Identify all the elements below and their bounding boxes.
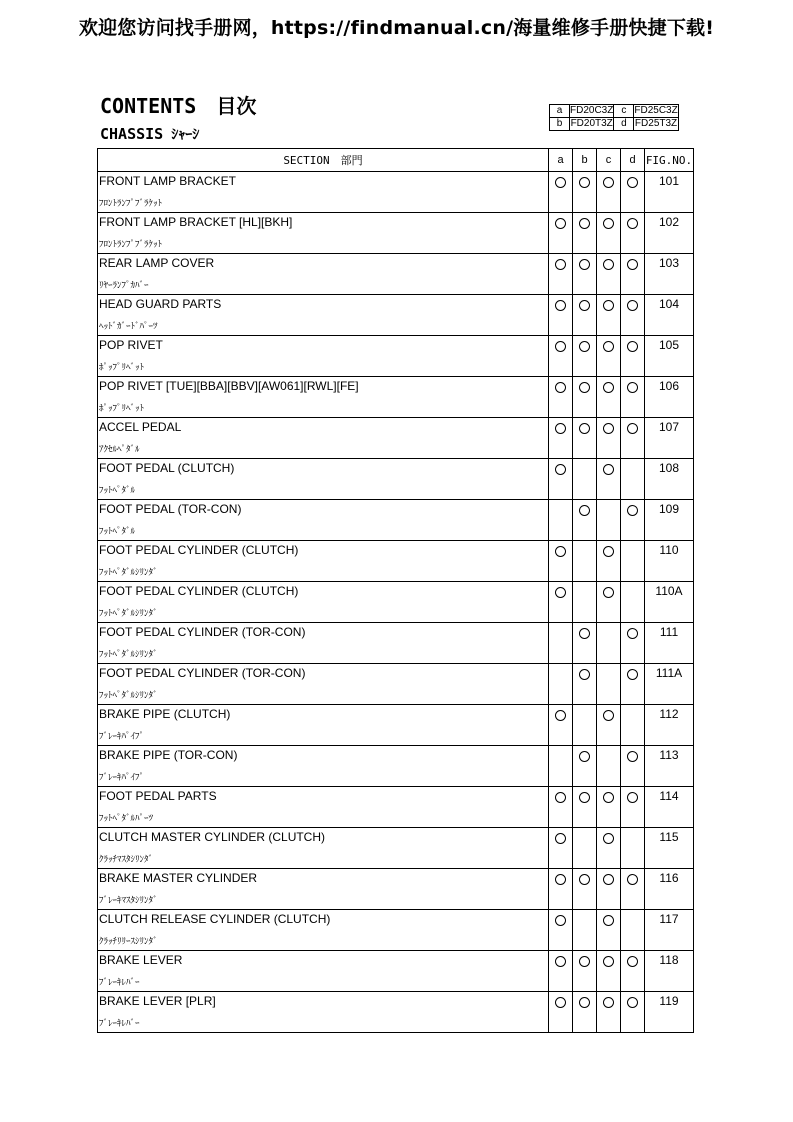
fig-no-link[interactable]: 110A: [655, 584, 683, 598]
applicability-cell-c: [597, 213, 621, 254]
legend-key: d: [614, 118, 634, 131]
applicability-cell-b: [573, 459, 597, 500]
table-row[interactable]: [98, 746, 694, 787]
applicable-circle-icon: [603, 997, 614, 1008]
section-name-jp: ｱｸｾﾙﾍﾟﾀﾞﾙ: [99, 444, 140, 454]
section-name-jp: ﾌﾞﾚｰｷﾚﾊﾞｰ: [99, 1018, 140, 1028]
section-name-en: FOOT PEDAL CYLINDER (TOR-CON): [99, 625, 306, 639]
section-name-en: FOOT PEDAL PARTS: [99, 789, 217, 803]
applicability-cell-d: [621, 992, 645, 1033]
section-name-jp: ﾌｯﾄﾍﾟﾀﾞﾙｼﾘﾝﾀﾞ: [99, 649, 158, 659]
applicable-circle-icon: [603, 833, 614, 844]
fig-no-link[interactable]: 115: [659, 830, 679, 844]
legend-key: c: [614, 105, 634, 118]
applicability-cell-a: [549, 705, 573, 746]
fig-no-cell[interactable]: [645, 254, 694, 295]
fig-no-link[interactable]: 102: [658, 215, 680, 229]
fig-no-link[interactable]: 109: [658, 502, 680, 516]
applicability-cell-d: [621, 500, 645, 541]
applicable-circle-icon: [603, 464, 614, 475]
legend-key: b: [550, 118, 570, 131]
table-row[interactable]: [98, 418, 694, 459]
applicability-cell-c: [597, 172, 621, 213]
table-row[interactable]: [98, 541, 694, 582]
section-name-en: HEAD GUARD PARTS: [99, 297, 222, 311]
applicability-cell-c: [597, 623, 621, 664]
fig-no-cell[interactable]: [645, 828, 694, 869]
applicability-cell-a: [549, 172, 573, 213]
applicable-circle-icon: [579, 423, 590, 434]
applicability-cell-c: [597, 459, 621, 500]
applicable-circle-icon: [627, 669, 638, 680]
fig-no-cell[interactable]: [645, 213, 694, 254]
section-name-cell: [98, 582, 549, 623]
fig-no-cell[interactable]: [645, 336, 694, 377]
section-name-jp: ﾌﾞﾚｰｷﾏｽﾀｼﾘﾝﾀﾞ: [99, 895, 158, 905]
chassis-title-jp: ｼｬｰｼ: [171, 127, 200, 143]
applicable-circle-icon: [627, 382, 638, 393]
applicability-cell-b: [573, 992, 597, 1033]
table-row[interactable]: [98, 295, 694, 336]
applicable-circle-icon: [579, 956, 590, 967]
applicability-cell-c: [597, 992, 621, 1033]
section-name-cell: [98, 213, 549, 254]
applicability-cell-d: [621, 295, 645, 336]
fig-no-link[interactable]: 116: [659, 871, 679, 885]
contents-table: [97, 148, 694, 1033]
applicable-circle-icon: [603, 259, 614, 270]
applicable-circle-icon: [603, 956, 614, 967]
section-name-cell: [98, 541, 549, 582]
applicable-circle-icon: [579, 997, 590, 1008]
fig-no-column-header: FIG.NO.: [645, 149, 694, 172]
applicable-circle-icon: [603, 218, 614, 229]
applicable-circle-icon: [555, 915, 566, 926]
fig-no-cell[interactable]: [645, 992, 694, 1033]
section-name-cell: [98, 418, 549, 459]
section-name-en: FRONT LAMP BRACKET: [99, 174, 236, 188]
applicable-circle-icon: [555, 259, 566, 270]
applicability-cell-b: [573, 869, 597, 910]
applicable-circle-icon: [579, 874, 590, 885]
section-name-jp: ﾎﾟｯﾌﾟﾘﾍﾞｯﾄ: [99, 362, 145, 372]
applicability-cell-a: [549, 336, 573, 377]
section-name-cell: [98, 992, 549, 1033]
applicability-cell-c: [597, 582, 621, 623]
applicable-circle-icon: [555, 710, 566, 721]
applicability-cell-a: [549, 582, 573, 623]
section-name-en: FRONT LAMP BRACKET [HL][BKH]: [99, 215, 293, 229]
fig-no-link[interactable]: 111A: [655, 666, 683, 680]
applicability-cell-c: [597, 295, 621, 336]
fig-no-cell[interactable]: [645, 664, 694, 705]
applicable-circle-icon: [555, 997, 566, 1008]
applicable-circle-icon: [627, 259, 638, 270]
applicable-circle-icon: [555, 833, 566, 844]
section-name-jp: ﾌｯﾄﾍﾟﾀﾞﾙｼﾘﾝﾀﾞ: [99, 567, 158, 577]
section-name-cell: [98, 828, 549, 869]
section-name-en: POP RIVET: [99, 338, 163, 352]
section-name-jp: ﾌｯﾄﾍﾟﾀﾞﾙｼﾘﾝﾀﾞ: [99, 690, 158, 700]
fig-no-link[interactable]: 111: [659, 625, 679, 639]
section-name-cell: [98, 254, 549, 295]
fig-no-link[interactable]: 114: [659, 789, 679, 803]
page-title: [100, 90, 256, 119]
section-name-cell: [98, 172, 549, 213]
section-name-jp: ﾌｯﾄﾍﾟﾀﾞﾙ: [99, 526, 136, 536]
applicability-cell-b: [573, 746, 597, 787]
applicable-circle-icon: [555, 546, 566, 557]
column-header-a: a: [549, 149, 573, 172]
table-row[interactable]: [98, 172, 694, 213]
applicable-circle-icon: [555, 218, 566, 229]
section-name-en: BRAKE MASTER CYLINDER: [99, 871, 258, 885]
table-row[interactable]: [98, 336, 694, 377]
section-name-jp: ﾌﾛﾝﾄﾗﾝﾌﾟﾌﾞﾗｹｯﾄ: [99, 198, 163, 208]
section-name-jp: ﾌｯﾄﾍﾟﾀﾞﾙ: [99, 485, 136, 495]
applicability-cell-b: [573, 213, 597, 254]
section-name-en: BRAKE LEVER [PLR]: [99, 994, 216, 1008]
applicability-cell-b: [573, 336, 597, 377]
section-name-en: CLUTCH RELEASE CYLINDER (CLUTCH): [99, 912, 331, 926]
applicable-circle-icon: [555, 177, 566, 188]
section-name-jp: ﾍｯﾄﾞｶﾞｰﾄﾞﾊﾟｰﾂ: [99, 321, 158, 331]
applicable-circle-icon: [579, 751, 590, 762]
fig-no-cell[interactable]: [645, 172, 694, 213]
section-name-cell: [98, 623, 549, 664]
applicability-cell-a: [549, 828, 573, 869]
applicability-cell-c: [597, 828, 621, 869]
fig-no-link[interactable]: 107: [658, 420, 680, 434]
section-name-en: FOOT PEDAL CYLINDER (CLUTCH): [99, 584, 299, 598]
applicable-circle-icon: [579, 218, 590, 229]
legend-model: FD25T3Z: [634, 118, 678, 129]
section-name-cell: [98, 664, 549, 705]
section-name-cell: [98, 336, 549, 377]
section-name-en: FOOT PEDAL CYLINDER (CLUTCH): [99, 543, 299, 557]
applicable-circle-icon: [603, 341, 614, 352]
applicability-cell-b: [573, 787, 597, 828]
applicable-circle-icon: [555, 300, 566, 311]
fig-no-link[interactable]: 103: [658, 256, 680, 270]
applicability-cell-b: [573, 377, 597, 418]
applicability-cell-b: [573, 295, 597, 336]
section-name-cell: [98, 459, 549, 500]
contents-title-jp: 目次: [216, 94, 257, 118]
applicability-cell-c: [597, 541, 621, 582]
applicability-cell-b: [573, 254, 597, 295]
applicability-cell-d: [621, 623, 645, 664]
table-row[interactable]: [98, 500, 694, 541]
applicable-circle-icon: [627, 751, 638, 762]
fig-no-cell[interactable]: [645, 910, 694, 951]
fig-no-cell[interactable]: [645, 541, 694, 582]
fig-no-cell[interactable]: [645, 869, 694, 910]
applicable-circle-icon: [627, 874, 638, 885]
section-name-jp: ｸﾗｯﾁﾘﾘｰｽｼﾘﾝﾀﾞ: [99, 936, 158, 946]
fig-no-cell[interactable]: [645, 623, 694, 664]
applicable-circle-icon: [603, 915, 614, 926]
section-title: [100, 124, 199, 144]
applicable-circle-icon: [579, 505, 590, 516]
applicability-cell-d: [621, 664, 645, 705]
fig-no-link[interactable]: 112: [659, 707, 679, 721]
legend-model: FD25C3Z: [634, 105, 678, 116]
fig-no-link[interactable]: 104: [658, 297, 680, 311]
fig-no-cell[interactable]: [645, 295, 694, 336]
applicable-circle-icon: [627, 423, 638, 434]
applicability-cell-d: [621, 910, 645, 951]
applicable-circle-icon: [555, 341, 566, 352]
fig-no-link[interactable]: 110: [659, 543, 679, 557]
applicability-cell-c: [597, 418, 621, 459]
applicability-cell-b: [573, 664, 597, 705]
applicability-cell-b: [573, 623, 597, 664]
applicability-cell-b: [573, 500, 597, 541]
section-name-en: BRAKE LEVER: [99, 953, 183, 967]
applicability-cell-c: [597, 869, 621, 910]
fig-no-cell[interactable]: [645, 459, 694, 500]
section-name-cell: [98, 787, 549, 828]
table-row[interactable]: [98, 254, 694, 295]
applicability-cell-c: [597, 377, 621, 418]
applicability-cell-a: [549, 213, 573, 254]
applicability-cell-b: [573, 951, 597, 992]
applicability-cell-a: [549, 869, 573, 910]
section-name-en: BRAKE PIPE (CLUTCH): [99, 707, 231, 721]
section-name-cell: [98, 951, 549, 992]
section-name-jp: ｸﾗｯﾁﾏｽﾀｼﾘﾝﾀﾞ: [99, 854, 154, 864]
applicability-cell-a: [549, 910, 573, 951]
applicability-cell-d: [621, 336, 645, 377]
table-header-row: [98, 149, 694, 172]
section-name-en: ACCEL PEDAL: [99, 420, 182, 434]
fig-no-link[interactable]: 105: [658, 338, 680, 352]
fig-no-link[interactable]: 117: [659, 912, 679, 926]
table-row[interactable]: [98, 910, 694, 951]
applicability-cell-c: [597, 951, 621, 992]
applicable-circle-icon: [627, 628, 638, 639]
applicability-cell-a: [549, 951, 573, 992]
applicable-circle-icon: [603, 792, 614, 803]
applicable-circle-icon: [627, 218, 638, 229]
fig-no-cell[interactable]: [645, 787, 694, 828]
section-name-jp: ﾌﾞﾚｰｷﾊﾟｲﾌﾟ: [99, 731, 145, 741]
section-name-en: REAR LAMP COVER: [99, 256, 215, 270]
fig-no-link[interactable]: 101: [658, 174, 680, 188]
table-row[interactable]: [98, 951, 694, 992]
applicability-cell-d: [621, 541, 645, 582]
applicable-circle-icon: [627, 177, 638, 188]
applicable-circle-icon: [603, 587, 614, 598]
applicability-cell-d: [621, 705, 645, 746]
applicability-cell-d: [621, 582, 645, 623]
applicable-circle-icon: [579, 259, 590, 270]
table-row[interactable]: [98, 582, 694, 623]
fig-no-cell[interactable]: [645, 582, 694, 623]
applicability-cell-d: [621, 377, 645, 418]
applicability-cell-a: [549, 418, 573, 459]
applicability-cell-d: [621, 828, 645, 869]
section-name-jp: ﾎﾟｯﾌﾟﾘﾍﾞｯﾄ: [99, 403, 145, 413]
applicability-cell-c: [597, 336, 621, 377]
fig-no-cell[interactable]: [645, 951, 694, 992]
applicability-cell-a: [549, 664, 573, 705]
fig-no-link[interactable]: 106: [658, 379, 680, 393]
section-name-cell: [98, 910, 549, 951]
table-row[interactable]: [98, 992, 694, 1033]
fig-no-cell[interactable]: [645, 746, 694, 787]
fig-no-cell[interactable]: [645, 500, 694, 541]
applicability-cell-d: [621, 951, 645, 992]
fig-no-link[interactable]: 113: [659, 748, 679, 762]
section-name-jp: ﾌﾛﾝﾄﾗﾝﾌﾟﾌﾞﾗｹｯﾄ: [99, 239, 163, 249]
applicability-cell-b: [573, 582, 597, 623]
section-name-en: POP RIVET [TUE][BBA][BBV][AW061][RWL][FE]: [99, 379, 359, 393]
section-name-jp: ﾌｯﾄﾍﾟﾀﾞﾙﾊﾟｰﾂ: [99, 813, 154, 823]
section-name-en: FOOT PEDAL (TOR-CON): [99, 502, 242, 516]
applicability-cell-d: [621, 459, 645, 500]
applicability-cell-d: [621, 213, 645, 254]
fig-no-link[interactable]: 119: [659, 994, 679, 1008]
applicability-cell-d: [621, 869, 645, 910]
section-name-cell: [98, 295, 549, 336]
section-name-cell: [98, 377, 549, 418]
applicable-circle-icon: [579, 792, 590, 803]
applicable-circle-icon: [579, 177, 590, 188]
applicability-cell-b: [573, 172, 597, 213]
applicable-circle-icon: [627, 956, 638, 967]
applicable-circle-icon: [603, 874, 614, 885]
applicable-circle-icon: [603, 423, 614, 434]
applicable-circle-icon: [555, 423, 566, 434]
applicable-circle-icon: [555, 874, 566, 885]
legend-model: FD20C3Z: [570, 105, 614, 116]
applicability-cell-c: [597, 787, 621, 828]
section-name-cell: [98, 869, 549, 910]
applicability-cell-a: [549, 746, 573, 787]
table-row[interactable]: [98, 705, 694, 746]
applicability-cell-b: [573, 910, 597, 951]
table-row[interactable]: [98, 213, 694, 254]
applicable-circle-icon: [555, 464, 566, 475]
applicability-cell-d: [621, 418, 645, 459]
applicable-circle-icon: [603, 382, 614, 393]
section-name-en: FOOT PEDAL (CLUTCH): [99, 461, 235, 475]
applicability-cell-a: [549, 500, 573, 541]
legend-key: a: [550, 105, 570, 118]
applicability-cell-d: [621, 746, 645, 787]
section-column-header: SECTION 部門: [98, 149, 549, 172]
section-name-jp: ﾘﾔｰﾗﾝﾌﾟｶﾊﾞｰ: [99, 280, 149, 290]
column-header-b: b: [573, 149, 597, 172]
applicability-cell-d: [621, 172, 645, 213]
table-row[interactable]: [98, 459, 694, 500]
fig-no-cell[interactable]: [645, 705, 694, 746]
applicability-cell-a: [549, 459, 573, 500]
fig-no-link[interactable]: 118: [659, 953, 679, 967]
fig-no-cell[interactable]: [645, 377, 694, 418]
legend-model: FD20T3Z: [570, 118, 613, 129]
applicable-circle-icon: [627, 792, 638, 803]
column-header-c: c: [597, 149, 621, 172]
section-name-jp: ﾌｯﾄﾍﾟﾀﾞﾙｼﾘﾝﾀﾞ: [99, 608, 158, 618]
table-row[interactable]: [98, 869, 694, 910]
table-row[interactable]: [98, 828, 694, 869]
applicable-circle-icon: [603, 546, 614, 557]
section-name-cell: [98, 705, 549, 746]
table-row[interactable]: [98, 377, 694, 418]
applicability-cell-a: [549, 254, 573, 295]
model-legend: [549, 104, 679, 131]
fig-no-cell[interactable]: [645, 418, 694, 459]
applicability-cell-a: [549, 295, 573, 336]
applicability-cell-b: [573, 828, 597, 869]
applicable-circle-icon: [579, 341, 590, 352]
applicable-circle-icon: [579, 382, 590, 393]
section-name-cell: [98, 500, 549, 541]
applicability-cell-c: [597, 910, 621, 951]
applicable-circle-icon: [555, 792, 566, 803]
applicability-cell-d: [621, 787, 645, 828]
contents-title-en: CONTENTS: [100, 94, 197, 118]
applicability-cell-a: [549, 787, 573, 828]
applicable-circle-icon: [603, 177, 614, 188]
table-row[interactable]: [98, 664, 694, 705]
applicability-cell-c: [597, 500, 621, 541]
applicable-circle-icon: [555, 956, 566, 967]
applicable-circle-icon: [555, 587, 566, 598]
applicability-cell-a: [549, 623, 573, 664]
applicable-circle-icon: [627, 505, 638, 516]
applicable-circle-icon: [579, 669, 590, 680]
applicability-cell-a: [549, 992, 573, 1033]
applicable-circle-icon: [579, 628, 590, 639]
applicability-cell-c: [597, 254, 621, 295]
column-header-d: d: [621, 149, 645, 172]
download-banner: 欢迎您访问找手册网，https://findmanual.cn/海量维修手册快捷下载!: [78, 17, 715, 39]
section-name-en: BRAKE PIPE (TOR-CON): [99, 748, 238, 762]
applicable-circle-icon: [603, 710, 614, 721]
section-name-jp: ﾌﾞﾚｰｷﾊﾟｲﾌﾟ: [99, 772, 145, 782]
applicability-cell-d: [621, 254, 645, 295]
applicable-circle-icon: [627, 300, 638, 311]
section-name-cell: [98, 746, 549, 787]
applicability-cell-c: [597, 746, 621, 787]
applicability-cell-c: [597, 705, 621, 746]
applicability-cell-c: [597, 664, 621, 705]
table-row[interactable]: [98, 787, 694, 828]
table-row[interactable]: [98, 623, 694, 664]
applicable-circle-icon: [627, 997, 638, 1008]
applicable-circle-icon: [579, 300, 590, 311]
chassis-title-en: CHASSIS: [100, 125, 164, 143]
section-name-en: CLUTCH MASTER CYLINDER (CLUTCH): [99, 830, 326, 844]
applicable-circle-icon: [627, 341, 638, 352]
applicability-cell-b: [573, 705, 597, 746]
section-name-en: FOOT PEDAL CYLINDER (TOR-CON): [99, 666, 306, 680]
section-name-jp: ﾌﾞﾚｰｷﾚﾊﾞｰ: [99, 977, 140, 987]
applicability-cell-a: [549, 541, 573, 582]
fig-no-link[interactable]: 108: [658, 461, 680, 475]
applicability-cell-a: [549, 377, 573, 418]
applicability-cell-b: [573, 541, 597, 582]
applicability-cell-b: [573, 418, 597, 459]
applicable-circle-icon: [555, 382, 566, 393]
applicable-circle-icon: [603, 300, 614, 311]
